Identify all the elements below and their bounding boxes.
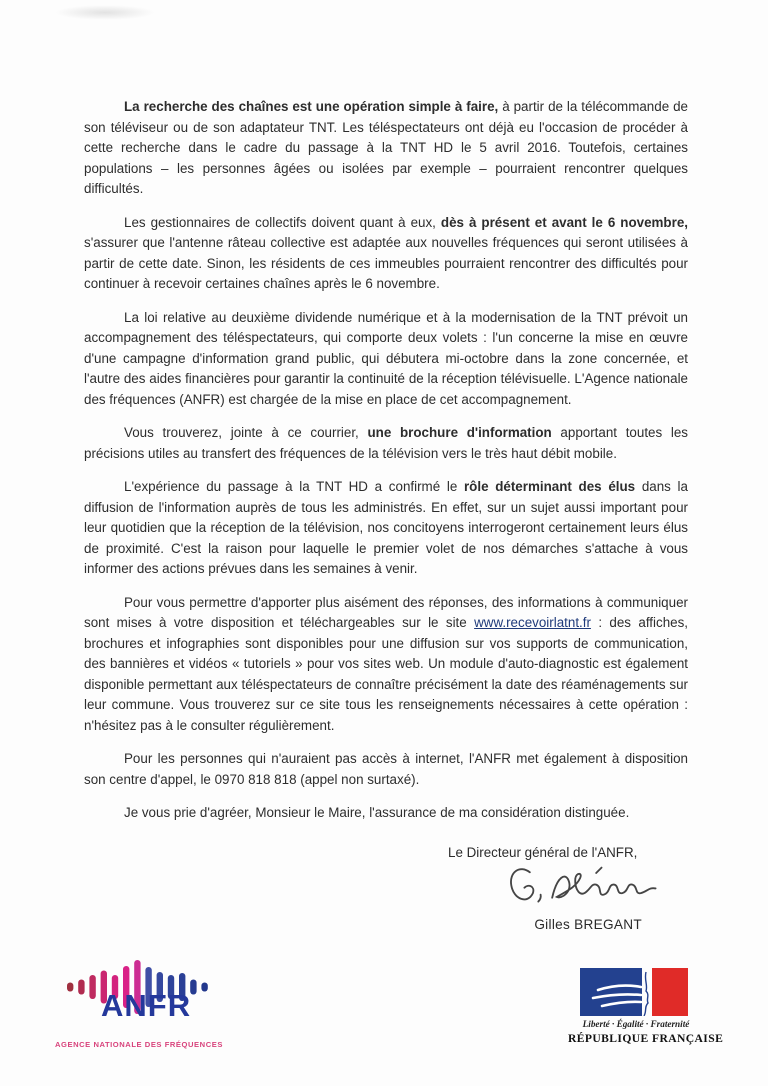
signature-block — [440, 845, 690, 932]
text-segment: une brochure d'information — [367, 425, 552, 440]
paragraph — [84, 308, 688, 411]
text-segment: s'assurer que l'antenne râteau collective est adaptée aux nouvelles fréquences qui seront utilisées à partir de cette date. Sinon, les résidents de ces immeubles pourraient rencontrer des difficultés pour continuer à recevoir certaines chaînes après le 6 novembre. — [84, 235, 688, 291]
scan-artifact — [55, 5, 155, 20]
rf-name: RÉPUBLIQUE FRANÇAISE — [568, 1032, 724, 1045]
text-segment: à partir de la télécommande de son téléviseur ou de son adaptateur TNT. Les téléspectateurs ont déjà eu l'occasion de procéder à cette recherche dans le cadre du passage à la TNT HD le 5 avril 2016. Toutefois, certaines populations – les personnes âgées ou isolées par exemple – pourraient rencontrer quelques difficultés. — [84, 99, 688, 196]
flag-red-block — [652, 968, 688, 1016]
text-segment: apportant toutes les précisions utiles au transfert des fréquences de la télévision vers le très haut débit mobile. — [84, 425, 689, 461]
text-segment: La loi relative au deuxième dividende numérique et à la modernisation de la TNT prévoit un accompagnement des téléspectateurs, qui comporte deux volets : l'un concerne la mise en œuvre d'une campagne d'information grand public, qui débutera mi-octobre dans la zone concernée, et l'autre des aides financières pour garantir la continuité de la réception télévisuelle. L'Agence nationale des fréquences (ANFR) est chargée de la mise en place de cet accompagnement. — [84, 309, 688, 407]
letter-body — [84, 97, 688, 837]
text-segment: dans la diffusion de l'information auprès de tous les administrés. En effet, sur un sujet aussi important pour leur quotidien que la réception de la télévision, nos concitoyens interrogeront certainement leurs élus de proximité. C'est la raison pour laquelle le premier volet de nos démarches s'attache à vous informer des actions prévues dans les semaines à venir. — [84, 479, 688, 576]
rf-motto: Liberté · Égalité · Fraternité — [582, 1019, 690, 1029]
text-segment: : des affiches, brochures et infographies sont disponibles pour une diffusion sur vos supports de communication, des bannières et vidéos « tutoriels » pour vos sites web. Un module d'auto-diagnostic est également disponible permettant aux téléspectateurs de connaître précisément la date des réaménagements sur leur commune. Vous trouverez sur ce site tous les renseignements nécessaires à cette opération : n'hésitez pas à le consulter régulièrement. — [84, 615, 689, 733]
paragraph — [84, 749, 688, 790]
signatory-name: Gilles BREGANT — [534, 917, 642, 932]
paragraph — [84, 803, 688, 824]
text-segment: Les gestionnaires de collectifs doivent quant à eux, — [124, 214, 441, 230]
text-segment: La recherche des chaînes est une opération simple à faire, — [124, 99, 499, 114]
paragraph — [84, 423, 688, 464]
text-segment: dès à présent et avant le 6 novembre, — [440, 214, 688, 230]
text-segment: L'expérience du passage à la TNT HD a confirmé le — [124, 479, 464, 494]
text-segment: Pour vous permettre d'apporter plus aisément des réponses, des informations à communiquer sont mises à votre disposition et téléchargeables sur le site — [84, 594, 688, 630]
republique-francaise-logo — [568, 968, 724, 1060]
text-segment: rôle déterminant des élus — [463, 479, 636, 494]
text-segment: Vous trouverez, jointe à ce courrier, — [124, 425, 368, 440]
paragraph — [84, 97, 688, 200]
anfr-logo — [55, 956, 230, 1058]
signature-handwriting-icon — [504, 863, 659, 917]
text-segment: Pour les personnes qui n'auraient pas accès à internet, l'ANFR met également à disposition son centre d'appel, le 0970 818 818 (appel non surtaxé). — [84, 751, 688, 787]
closing-role: Le Directeur général de l'ANFR, — [448, 845, 638, 860]
paragraph — [84, 477, 688, 580]
flag-blue-block — [580, 968, 642, 1016]
recevoirlatnt-link[interactable]: www.recevoirlatnt.fr — [474, 615, 591, 630]
anfr-acronym: ANFR — [101, 988, 192, 1023]
marianne-flag-icon — [580, 968, 692, 1016]
paragraph — [84, 213, 688, 295]
paragraph — [84, 593, 688, 737]
text-segment: Je vous prie d'agréer, Monsieur le Maire, l'assurance de ma considération distinguée. — [124, 805, 630, 820]
anfr-subtitle: AGENCE NATIONALE DES FRÉQUENCES — [55, 1040, 223, 1049]
